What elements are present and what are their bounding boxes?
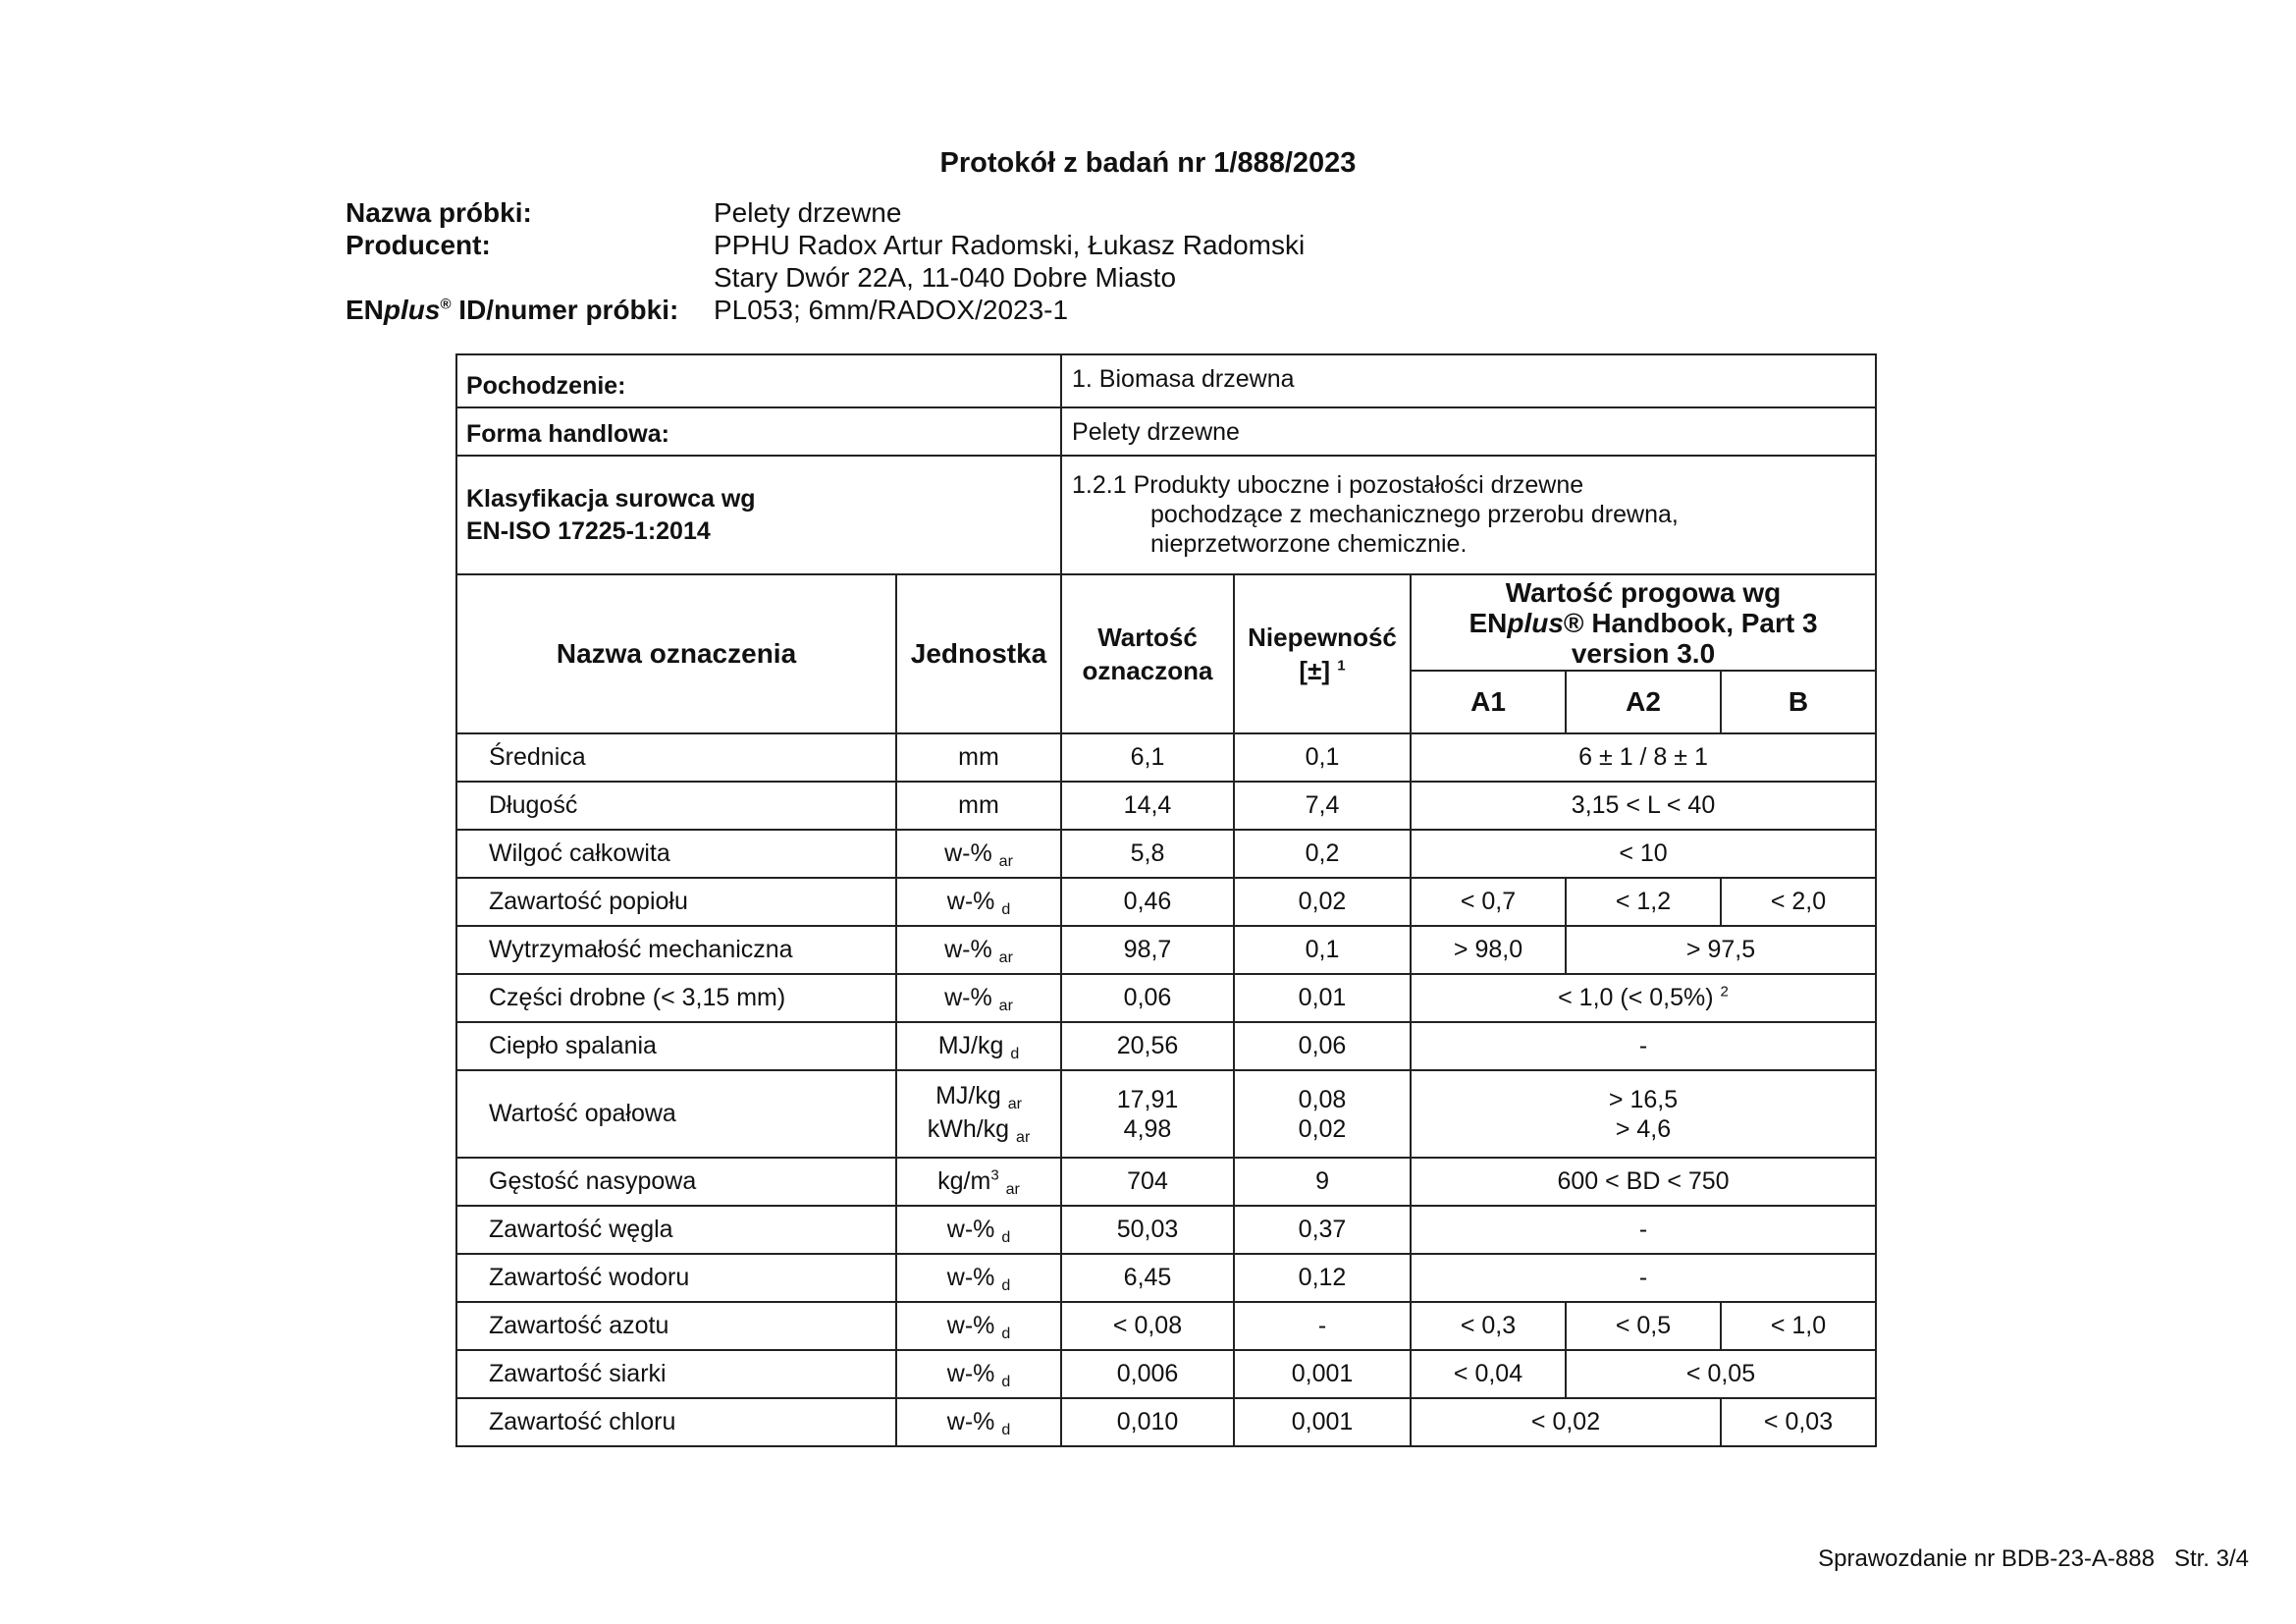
classification-label: Klasyfikacja surowca wg EN-ISO 17225-1:2014 [456,456,1061,574]
param-threshold: 600 < BD < 750 [1411,1158,1876,1206]
threshold-a1: < 0,04 [1411,1350,1566,1398]
param-uncertainty: 0,08 0,02 [1234,1070,1411,1158]
table-row [456,926,1876,974]
threshold-a1: > 98,0 [1411,926,1566,974]
header-unit: Jednostka [896,574,1061,733]
threshold-b: < 2,0 [1721,878,1876,926]
param-value: 0,010 [1061,1398,1234,1446]
param-unit: w-% $_{ar}$ [896,926,1061,974]
table-row [456,782,1876,830]
param-unit: w-% $_d$ [896,1254,1061,1302]
origin-label: Pochodzenie: [456,354,1061,407]
table-row [456,878,1876,926]
threshold-a2-b: < 0,05 [1566,1350,1876,1398]
form-value: Pelety drzewne [1061,407,1876,456]
param-uncertainty: 0,001 [1234,1398,1411,1446]
param-uncertainty: 9 [1234,1158,1411,1206]
origin-value: 1. Biomasa drzewna [1061,354,1876,407]
param-threshold: - [1411,1022,1876,1070]
param-uncertainty: 0,2 [1234,830,1411,878]
sample-id-value: PL053; 6mm/RADOX/2023-1 [714,295,1069,325]
param-unit: mm [896,782,1061,830]
sample-id-row [346,294,1305,326]
table-row [456,1302,1876,1350]
producer-label: Producent: [346,230,491,260]
producer-address-row [346,261,1305,294]
param-threshold: - [1411,1254,1876,1302]
param-threshold: < 10 [1411,830,1876,878]
table-row [456,1158,1876,1206]
threshold-a2: < 1,2 [1566,878,1721,926]
param-uncertainty: 0,02 [1234,878,1411,926]
table-row [456,1206,1876,1254]
threshold-a2-b: > 97,5 [1566,926,1876,974]
header-value: Wartość oznaczona [1061,574,1234,733]
param-threshold: 3,15 < L < 40 [1411,782,1876,830]
producer-address: Stary Dwór 22A, 11-040 Dobre Miasto [714,262,1177,293]
table-row [456,733,1876,782]
header-row [456,574,1876,671]
table-row [456,974,1876,1022]
param-name: Ciepło spalania [456,1022,896,1070]
param-uncertainty: 0,001 [1234,1350,1411,1398]
sample-name-label: Nazwa próbki: [346,197,532,228]
table-row [456,1254,1876,1302]
table-row [456,1398,1876,1446]
param-uncertainty: 0,37 [1234,1206,1411,1254]
param-unit: w-% $_{ar}$ [896,974,1061,1022]
param-value: 5,8 [1061,830,1234,878]
header-name: Nazwa oznaczenia [456,574,896,733]
param-name: Zawartość chloru [456,1398,896,1446]
sample-id-label: ENplus® ID/numer próbki: [346,295,679,325]
param-threshold: - [1411,1206,1876,1254]
param-value: 0,46 [1061,878,1234,926]
header-threshold: Wartość progowa wg ENplus® Handbook, Part 3 version 3.0 [1411,574,1876,671]
results-table [455,353,1877,1447]
param-unit: w-% $_d$ [896,1302,1061,1350]
param-unit: $kg/m^3$ $_{ar}$ [896,1158,1061,1206]
param-uncertainty: - [1234,1302,1411,1350]
producer-row [346,229,1305,261]
threshold-b: < 0,03 [1721,1398,1876,1446]
table-row [456,1022,1876,1070]
param-uncertainty: 7,4 [1234,782,1411,830]
param-uncertainty: 0,1 [1234,733,1411,782]
param-value: 6,45 [1061,1254,1234,1302]
param-name: Wilgoć całkowita [456,830,896,878]
param-uncertainty: 0,01 [1234,974,1411,1022]
producer-name: PPHU Radox Artur Radomski, Łukasz Radomski [714,230,1306,260]
form-label: Forma handlowa: [456,407,1061,456]
param-value: < 0,08 [1061,1302,1234,1350]
threshold-a1: < 0,3 [1411,1302,1566,1350]
sample-metadata [346,196,1305,326]
param-name: Średnica [456,733,896,782]
param-name: Zawartość popiołu [456,878,896,926]
param-unit: MJ/kg $_{ar}$ kWh/kg $_{ar}$ [896,1070,1061,1158]
param-name: Zawartość azotu [456,1302,896,1350]
table-row [456,830,1876,878]
param-unit: MJ/kg $_d$ [896,1022,1061,1070]
header-a1: A1 [1411,671,1566,733]
param-value: 704 [1061,1158,1234,1206]
threshold-a1-a2: < 0,02 [1411,1398,1721,1446]
param-value: 50,03 [1061,1206,1234,1254]
param-name: Części drobne (< 3,15 mm) [456,974,896,1022]
param-uncertainty: 0,06 [1234,1022,1411,1070]
param-value: 17,91 4,98 [1061,1070,1234,1158]
param-name: Zawartość węgla [456,1206,896,1254]
page-footer: Sprawozdanie nr BDB-23-A-888 Str. 3/4 [1818,1545,2249,1572]
param-value: 98,7 [1061,926,1234,974]
param-value: 0,006 [1061,1350,1234,1398]
param-threshold: < 1,0 (< 0,5%) $^2$ [1411,974,1876,1022]
param-unit: w-% $_d$ [896,1350,1061,1398]
header-b: B [1721,671,1876,733]
sample-name-value: Pelety drzewne [714,197,902,228]
table-row [456,1350,1876,1398]
form-row [456,407,1876,456]
param-name: Wartość opałowa [456,1070,896,1158]
param-unit: w-% $_{ar}$ [896,830,1061,878]
param-unit: w-% $_d$ [896,878,1061,926]
param-name: Gęstość nasypowa [456,1158,896,1206]
report-title: Protokół z badań nr 1/888/2023 [939,147,1357,179]
param-unit: w-% $_d$ [896,1206,1061,1254]
threshold-a2: < 0,5 [1566,1302,1721,1350]
param-value: 0,06 [1061,974,1234,1022]
param-value: 14,4 [1061,782,1234,830]
param-unit: w-% $_d$ [896,1398,1061,1446]
header-uncertainty: Niepewność [±] $^1$ [1234,574,1411,733]
threshold-a1: < 0,7 [1411,878,1566,926]
param-name: Wytrzymałość mechaniczna [456,926,896,974]
header-a2: A2 [1566,671,1721,733]
sample-name-row [346,196,1305,229]
param-value: 6,1 [1061,733,1234,782]
param-threshold: 6 ± 1 / 8 ± 1 [1411,733,1876,782]
origin-row [456,354,1876,407]
param-uncertainty: 0,1 [1234,926,1411,974]
param-name: Zawartość wodoru [456,1254,896,1302]
table-row [456,1070,1876,1158]
classification-row [456,456,1876,574]
param-name: Długość [456,782,896,830]
param-name: Zawartość siarki [456,1350,896,1398]
param-threshold: > 16,5 > 4,6 [1411,1070,1876,1158]
threshold-b: < 1,0 [1721,1302,1876,1350]
classification-value: 1.2.1 Produkty uboczne i pozostałości drzewne pochodzące z mechanicznego przerobu drewna, nieprzetworzone chemicznie. [1061,456,1876,574]
param-value: 20,56 [1061,1022,1234,1070]
param-uncertainty: 0,12 [1234,1254,1411,1302]
param-unit: mm [896,733,1061,782]
